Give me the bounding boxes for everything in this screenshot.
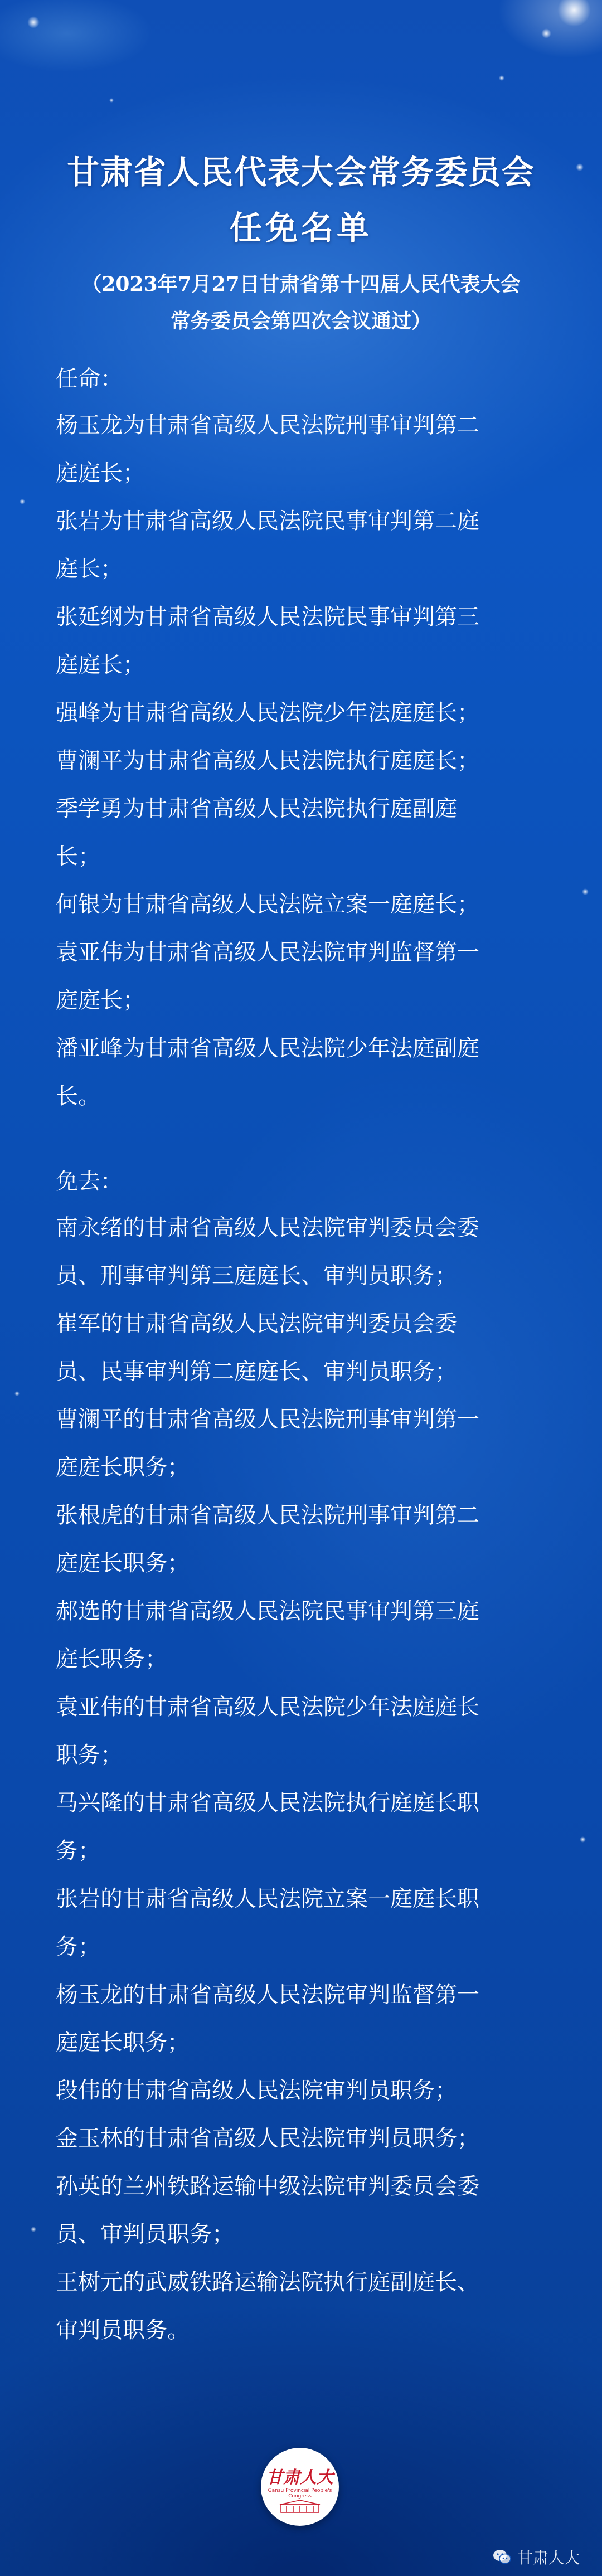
list-line: 崔军的甘肃省高级人民法院审判委员会委 — [56, 1311, 457, 1336]
list-line: 审判员职务。 — [56, 2317, 190, 2343]
list-line: 庭庭长； — [56, 460, 145, 486]
logo-text: 甘肃人大 — [266, 2468, 333, 2487]
list-line: 张延纲为甘肃省高级人民法院民事审判第三 — [56, 604, 479, 630]
list-line: 马兴隆的甘肃省高级人民法院执行庭庭长职 — [56, 1790, 479, 1816]
removal-heading: 免去： — [56, 1169, 123, 1194]
page-title-line2: 任免名单 — [229, 209, 372, 247]
removal-list — [56, 1204, 557, 2354]
list-line: 南永绪的甘肃省高级人民法院审判委员会委 — [56, 1215, 479, 1241]
sparkle-decoration — [20, 499, 25, 504]
list-line: 季学勇为甘肃省高级人民法院执行庭副庭 — [56, 796, 457, 822]
list-line: 庭长职务； — [56, 1646, 167, 1672]
list-line: 庭庭长职务； — [56, 1551, 190, 1576]
list-line: 杨玉龙为甘肃省高级人民法院刑事审判第二 — [56, 412, 479, 438]
list-line: 长； — [56, 844, 100, 869]
list-line: 金玉林的甘肃省高级人民法院审判员职务； — [56, 2126, 479, 2151]
list-line: 庭庭长职务； — [56, 2030, 190, 2055]
list-line: 强峰为甘肃省高级人民法院少年法庭庭长； — [56, 700, 479, 726]
list-line: 王树元的武威铁路运输法院执行庭副庭长、 — [56, 2269, 479, 2295]
page-title-line1: 甘肃省人民代表大会常务委员会 — [66, 153, 535, 191]
list-line: 张岩为甘肃省高级人民法院民事审判第二庭 — [56, 508, 479, 534]
list-line: 庭庭长； — [56, 652, 145, 678]
top-light-decoration — [0, 0, 602, 139]
sparkle-decoration — [582, 888, 589, 895]
list-line: 袁亚伟为甘肃省高级人民法院审判监督第一 — [56, 940, 479, 965]
sparkle-decoration — [14, 1391, 20, 1396]
list-line: 段伟的甘肃省高级人民法院审判员职务； — [56, 2078, 457, 2103]
appointment-heading: 任命： — [56, 366, 123, 392]
list-line: 张根虎的甘肃省高级人民法院刑事审判第二 — [56, 1503, 479, 1528]
list-line: 袁亚伟的甘肃省高级人民法院少年法庭庭长 — [56, 1694, 479, 1720]
list-line: 员、民事审判第二庭庭长、审判员职务； — [56, 1359, 457, 1384]
list-line: 曹澜平的甘肃省高级人民法院刑事审判第一 — [56, 1407, 479, 1432]
sparkle-decoration — [580, 1836, 586, 1843]
list-line: 庭长； — [56, 556, 123, 582]
list-line: 职务； — [56, 1742, 123, 1768]
logo-subtext: Gansu Provincial People's Congress — [268, 2488, 332, 2499]
wechat-icon — [493, 2549, 512, 2565]
building-icon — [278, 2499, 322, 2514]
list-line: 庭庭长职务； — [56, 1455, 190, 1480]
congress-logo — [261, 2448, 339, 2526]
list-line: 员、审判员职务； — [56, 2222, 234, 2247]
account-watermark — [493, 2547, 580, 2567]
appointment-list — [56, 401, 557, 1120]
removal-section — [56, 1159, 557, 2354]
list-line: 孙英的兰州铁路运输中级法院审判委员会委 — [56, 2174, 479, 2199]
list-line: 张岩的甘肃省高级人民法院立案一庭庭长职 — [56, 1886, 479, 1912]
subtitle-line1: （2023年7月27日甘肃省第十四届人民代表大会 — [81, 273, 521, 296]
sparkle-decoration — [31, 2227, 36, 2232]
list-line: 何银为甘肃省高级人民法院立案一庭庭长； — [56, 892, 479, 917]
appointment-section — [56, 357, 557, 1120]
subtitle-line2: 常务委员会第四次会议通过） — [170, 309, 431, 333]
list-line: 长。 — [56, 1083, 100, 1109]
list-line: 郝选的甘肃省高级人民法院民事审判第三庭 — [56, 1598, 479, 1624]
list-line: 务； — [56, 1838, 100, 1864]
list-line: 务； — [56, 1934, 100, 1960]
list-line: 员、刑事审判第三庭庭长、审判员职务； — [56, 1263, 457, 1289]
list-line: 潘亚峰为甘肃省高级人民法院少年法庭副庭 — [56, 1036, 479, 1061]
list-line: 曹澜平为甘肃省高级人民法院执行庭庭长； — [56, 748, 479, 774]
watermark-text: 甘肃人大 — [517, 2549, 580, 2567]
list-line: 杨玉龙的甘肃省高级人民法院审判监督第一 — [56, 1982, 479, 2008]
list-line: 庭庭长； — [56, 988, 145, 1013]
